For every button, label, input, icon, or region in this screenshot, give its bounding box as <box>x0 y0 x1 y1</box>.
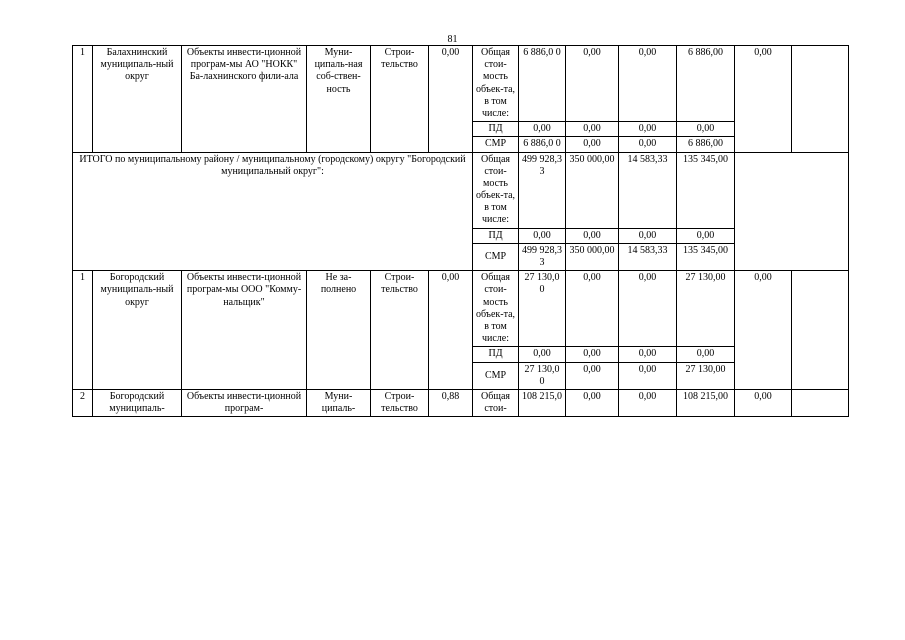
value-cell: 0,00 <box>677 122 735 137</box>
cost-label-cell: СМР <box>473 137 519 152</box>
work-type-cell: Строи-тельство <box>371 46 429 153</box>
value-cell: 0,00 <box>566 271 619 347</box>
value-cell: 0,00 <box>619 347 677 362</box>
object-cell: Объекты инвести-ционной програм-мы ООО "Комму-нальщик" <box>182 271 307 390</box>
value-cell: 6 886,0 0 <box>519 137 566 152</box>
row-number: 1 <box>73 271 93 390</box>
municipality-cell: Балахнинский муниципаль-ный округ <box>93 46 182 153</box>
value-cell: 0,00 <box>566 228 619 243</box>
value-cell: 27 130,00 <box>677 271 735 347</box>
empty-cell <box>735 152 849 271</box>
capacity-cell: 0,00 <box>429 271 473 390</box>
value-cell: 350 000,00 <box>566 152 619 228</box>
investment-table <box>72 45 849 417</box>
ownership-cell: Муни-ципаль-ная соб-ствен-ность <box>307 46 371 153</box>
value-cell: 0,00 <box>619 46 677 122</box>
value-cell: 0,00 <box>619 389 677 416</box>
value-cell: 0,00 <box>519 228 566 243</box>
value-cell: 350 000,00 <box>566 243 619 270</box>
value-cell: 0,00 <box>677 228 735 243</box>
value-cell: 14 583,33 <box>619 152 677 228</box>
value-cell: 6 886,0 0 <box>519 46 566 122</box>
capacity-cell: 0,00 <box>429 46 473 153</box>
extra-value-cell: 0,00 <box>735 389 792 416</box>
value-cell: 0,00 <box>619 137 677 152</box>
cost-label-cell: Общая стои-мость объек-та, в том числе: <box>473 152 519 228</box>
cost-label-cell: Общая стои- <box>473 389 519 416</box>
ownership-cell: Муни-ципаль- <box>307 389 371 416</box>
value-cell: 135 345,00 <box>677 243 735 270</box>
empty-cell <box>792 271 849 390</box>
cost-label-cell: ПД <box>473 347 519 362</box>
cost-label-cell: СМР <box>473 243 519 270</box>
object-cell: Объекты инвести-ционной програм-мы АО "НОКК" Ба-лахнинского фили-ала <box>182 46 307 153</box>
value-cell: 0,00 <box>519 122 566 137</box>
cost-label-cell: ПД <box>473 228 519 243</box>
extra-value-cell: 0,00 <box>735 271 792 390</box>
value-cell: 0,00 <box>619 271 677 347</box>
value-cell: 108 215,00 <box>677 389 735 416</box>
value-cell: 0,00 <box>566 347 619 362</box>
table-row <box>73 46 849 122</box>
value-cell: 0,00 <box>566 362 619 389</box>
value-cell: 27 130,0 0 <box>519 362 566 389</box>
value-cell: 0,00 <box>519 347 566 362</box>
value-cell: 0,00 <box>619 122 677 137</box>
total-label: ИТОГО по муниципальному району / муниципальному (городскому) округу "Богородский муниципальный округ": <box>73 152 473 271</box>
cost-label-cell: ПД <box>473 122 519 137</box>
row-number: 1 <box>73 46 93 153</box>
capacity-cell: 0,88 <box>429 389 473 416</box>
value-cell: 27 130,0 0 <box>519 271 566 347</box>
value-cell: 0,00 <box>566 389 619 416</box>
cost-label-cell: Общая стои-мость объек-та, в том числе: <box>473 46 519 122</box>
value-cell: 135 345,00 <box>677 152 735 228</box>
page-number: 81 <box>447 34 458 45</box>
table-row <box>73 152 849 228</box>
value-cell: 0,00 <box>566 46 619 122</box>
value-cell: 0,00 <box>566 137 619 152</box>
extra-value-cell: 0,00 <box>735 46 792 153</box>
value-cell: 27 130,00 <box>677 362 735 389</box>
row-number: 2 <box>73 389 93 416</box>
table-row <box>73 271 849 347</box>
work-type-cell: Строи-тельство <box>371 389 429 416</box>
empty-cell <box>792 46 849 153</box>
empty-cell <box>792 389 849 416</box>
ownership-cell: Не за-полнено <box>307 271 371 390</box>
value-cell: 6 886,00 <box>677 46 735 122</box>
value-cell: 14 583,33 <box>619 243 677 270</box>
value-cell: 108 215,0 <box>519 389 566 416</box>
value-cell: 0,00 <box>677 347 735 362</box>
cost-label-cell: Общая стои-мость объек-та, в том числе: <box>473 271 519 347</box>
value-cell: 0,00 <box>619 228 677 243</box>
value-cell: 0,00 <box>619 362 677 389</box>
work-type-cell: Строи-тельство <box>371 271 429 390</box>
cost-label-cell: СМР <box>473 362 519 389</box>
object-cell: Объекты инвести-ционной програм- <box>182 389 307 416</box>
municipality-cell: Богородский муниципаль- <box>93 389 182 416</box>
value-cell: 0,00 <box>566 122 619 137</box>
value-cell: 499 928,3 3 <box>519 152 566 228</box>
table-row <box>73 389 849 416</box>
municipality-cell: Богородский муниципаль-ный округ <box>93 271 182 390</box>
value-cell: 6 886,00 <box>677 137 735 152</box>
value-cell: 499 928,3 3 <box>519 243 566 270</box>
